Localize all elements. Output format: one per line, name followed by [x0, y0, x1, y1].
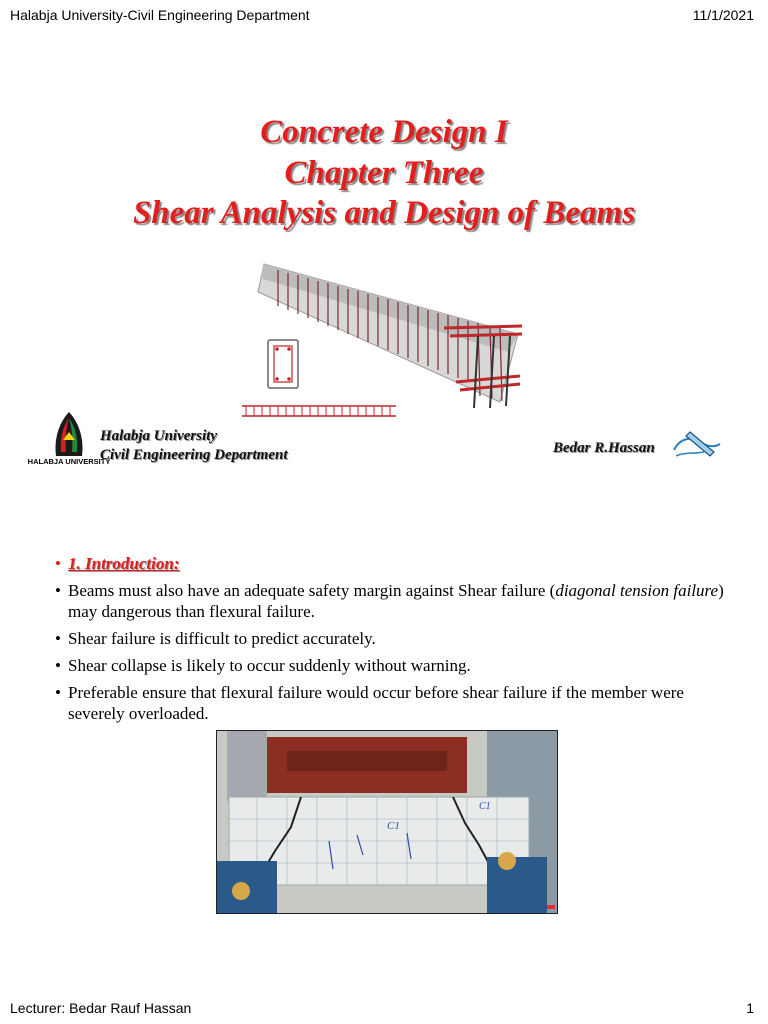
header-date: 11/1/2021 — [692, 7, 754, 23]
section-heading: • 1. Introduction: — [55, 553, 725, 574]
author-name: Bedar R.Hassan — [553, 440, 655, 456]
signature-pen-icon — [670, 428, 722, 462]
course-title: Concrete Design I — [260, 114, 508, 150]
introduction-section — [55, 553, 725, 730]
bullet-flexural-first: • Preferable ensure that flexural failure would occur before shear failure if the member were severely overloaded. — [55, 682, 725, 724]
logo-word-1: HALABJA UNIVERSITY — [27, 457, 111, 466]
photo-annotation-c1: C1 — [387, 820, 400, 832]
institution-block — [100, 427, 288, 465]
reinforced-beam-illustration — [238, 256, 528, 426]
bullet-shear-margin: • Beams must also have an adequate safety margin against Shear failure (diagonal tension failure) may dangerous than flexural failure. — [55, 580, 725, 622]
bullet-shear-collapse: • Shear collapse is likely to occur suddenly without warning. — [55, 655, 725, 676]
page-number: 1 — [746, 1000, 754, 1016]
beam-shear-test-photo — [216, 730, 558, 914]
department-name: Civil Engineering Department — [100, 447, 288, 463]
halabja-university-logo-icon — [27, 410, 111, 472]
chapter-title: Chapter Three — [284, 155, 484, 191]
bullet-shear-predict: • Shear failure is difficult to predict accurately. — [55, 628, 725, 649]
header-department: Halabja University-Civil Engineering Department — [10, 7, 310, 23]
photo-annotation-c1-right: C1 — [479, 801, 491, 812]
chapter-subtitle: Shear Analysis and Design of Beams — [132, 195, 636, 231]
footer-lecturer: Lecturer: Bedar Rauf Hassan — [10, 1000, 192, 1016]
institution-name: Halabja University — [100, 428, 218, 444]
